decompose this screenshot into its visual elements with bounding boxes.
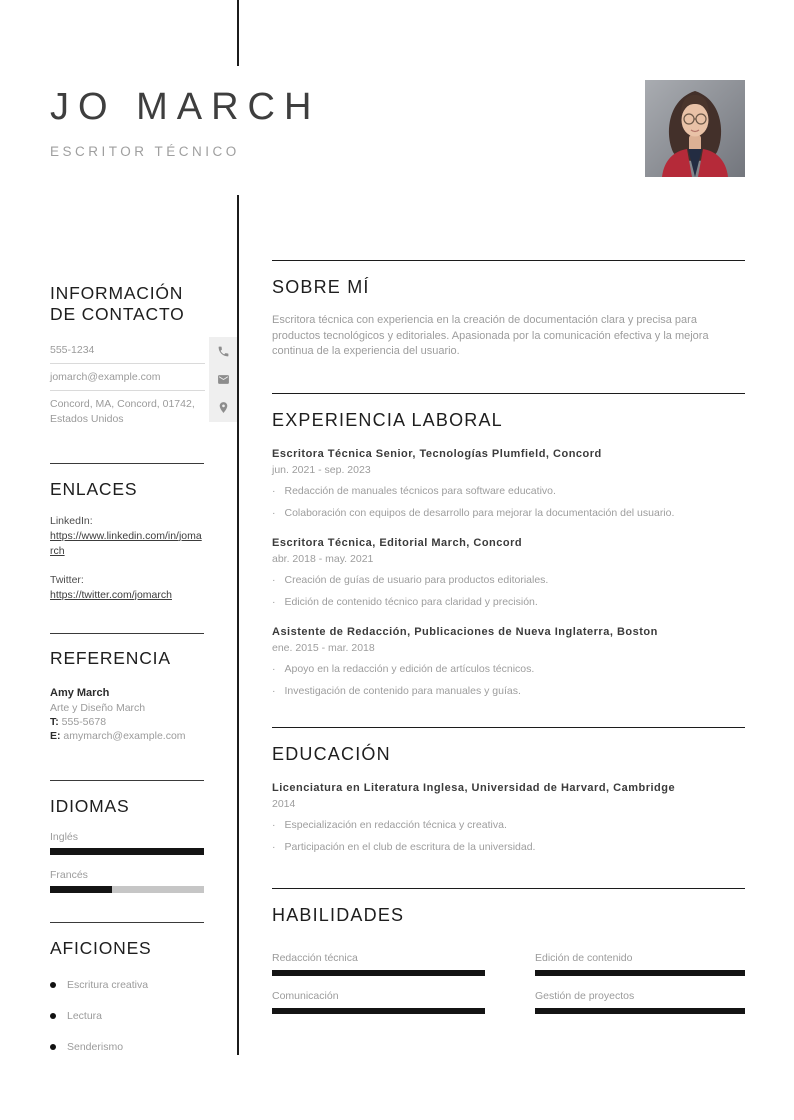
bullet-text: Investigación de contenido para manuales y guías. xyxy=(284,685,521,697)
reference-phone xyxy=(50,716,204,728)
job-entry-dates: abr. 2018 - may. 2021 xyxy=(272,553,374,565)
bullet-text: Apoyo en la redacción y edición de artículos técnicos. xyxy=(284,663,535,675)
job-entry-title: Asistente de Redacción, Publicaciones de Nueva Inglaterra, Boston xyxy=(272,626,658,638)
reference-phone-value: 555-5678 xyxy=(61,715,107,728)
twitter-link[interactable]: https://twitter.com/jomarch xyxy=(50,588,172,601)
reference-email xyxy=(50,730,204,742)
skill-bar-fill xyxy=(535,970,745,976)
job-title-subtitle: ESCRITOR TÉCNICO xyxy=(50,144,240,159)
languages-heading: IDIOMAS xyxy=(50,796,130,816)
twitter-label: Twitter: xyxy=(50,573,84,586)
bullet-icon xyxy=(50,982,56,988)
bullet-text: Colaboración con equipos de desarrollo para mejorar la documentación del usuario. xyxy=(284,507,675,519)
skill-item xyxy=(535,952,745,976)
reference-heading: REFERENCIA xyxy=(50,648,171,668)
list-item xyxy=(272,485,745,498)
bullet-icon: · xyxy=(272,507,276,519)
skills-heading: HABILIDADES xyxy=(272,905,405,925)
reference-email-label: E: xyxy=(50,729,61,742)
skill-name: Redacción técnica xyxy=(272,952,358,964)
skill-bar-track xyxy=(272,970,485,976)
skills-section xyxy=(272,888,745,1014)
reference-name: Amy March xyxy=(50,686,110,699)
contact-heading: INFORMACIÓN DE CONTACTO xyxy=(50,283,185,324)
education-bullets xyxy=(272,819,745,854)
hobbies-section xyxy=(50,922,204,1072)
skill-name: Edición de contenido xyxy=(535,952,633,964)
bullet-text: Participación en el club de escritura de la universidad. xyxy=(284,841,536,853)
bullet-icon: · xyxy=(272,685,276,697)
hobby-label: Senderismo xyxy=(67,1040,124,1053)
hobby-label: Lectura xyxy=(67,1009,103,1022)
skill-name: Comunicación xyxy=(272,990,339,1002)
list-item xyxy=(272,663,745,676)
bullet-icon: · xyxy=(272,596,276,608)
languages-section xyxy=(50,780,204,893)
skill-bar-fill xyxy=(272,1008,485,1014)
skills-grid xyxy=(272,952,745,1014)
skill-bar-track xyxy=(272,1008,485,1014)
hobbies-heading: AFICIONES xyxy=(50,938,152,958)
language-item xyxy=(50,831,204,855)
contact-icon-strip xyxy=(209,337,237,422)
list-item xyxy=(272,574,745,587)
language-name: Inglés xyxy=(50,830,79,843)
education-section xyxy=(272,727,745,863)
experience-section xyxy=(272,393,745,707)
bullet-icon: · xyxy=(272,485,276,497)
bullet-icon xyxy=(50,1013,56,1019)
education-heading: EDUCACIÓN xyxy=(272,744,391,764)
bullet-text: Edición de contenido técnico para claridad y precisión. xyxy=(284,596,538,608)
job-entry-dates: jun. 2021 - sep. 2023 xyxy=(272,464,371,476)
language-bar-fill xyxy=(50,848,204,855)
list-item xyxy=(272,685,745,698)
hobbies-list xyxy=(50,979,204,1053)
bullet-icon: · xyxy=(272,841,276,853)
job-entry xyxy=(272,626,745,698)
language-bar-track xyxy=(50,848,204,855)
divider-vertical-main xyxy=(237,195,239,1055)
bullet-text: Creación de guías de usuario para productos editoriales. xyxy=(284,574,549,586)
reference-email-value: amymarch@example.com xyxy=(63,729,186,742)
job-entry xyxy=(272,448,745,520)
education-degree: Licenciatura en Literatura Inglesa, Universidad de Harvard, Cambridge xyxy=(272,782,676,794)
experience-heading: EXPERIENCIA LABORAL xyxy=(272,410,503,430)
contact-address: Concord, MA, Concord, 01742, Estados Unidos xyxy=(50,398,195,425)
skill-bar-fill xyxy=(272,970,485,976)
job-entry-title: Escritora Técnica, Editorial March, Concord xyxy=(272,537,523,549)
linkedin-link[interactable]: https://www.linkedin.com/in/jomarch xyxy=(50,529,202,557)
skill-item xyxy=(272,952,485,976)
divider-vertical-top xyxy=(237,0,239,66)
list-item xyxy=(50,979,204,991)
contact-email: jomarch@example.com xyxy=(50,364,205,391)
about-heading: SOBRE MÍ xyxy=(272,277,370,297)
job-entry-dates: ene. 2015 - mar. 2018 xyxy=(272,642,375,654)
job-bullets xyxy=(272,485,745,520)
location-icon xyxy=(209,393,237,421)
bullet-icon xyxy=(50,1044,56,1050)
language-bar-fill xyxy=(50,886,112,893)
job-bullets xyxy=(272,574,745,609)
bullet-icon: · xyxy=(272,819,276,831)
list-item xyxy=(272,819,745,832)
about-text: Escritora técnica con experiencia en la creación de documentación clara y precisa para productos tecnológicos y editoriales. Apasionada por la comunicación efectiva y la mejora continua de la experiencia del usuario. xyxy=(272,314,709,357)
phone-icon xyxy=(209,337,237,365)
contact-phone: 555-1234 xyxy=(50,337,205,364)
links-heading: ENLACES xyxy=(50,479,138,499)
reference-company: Arte y Diseño March xyxy=(50,701,146,714)
profile-photo xyxy=(645,80,745,177)
list-item xyxy=(272,507,745,520)
education-entry xyxy=(272,782,745,854)
bullet-icon: · xyxy=(272,663,276,675)
hobby-label: Escritura creativa xyxy=(67,978,149,991)
language-bar-track xyxy=(50,886,204,893)
job-entry xyxy=(272,537,745,609)
reference-section xyxy=(50,633,204,742)
list-item xyxy=(272,841,745,854)
about-section xyxy=(272,260,745,360)
skill-bar-track xyxy=(535,1008,745,1014)
job-entry-title: Escritora Técnica Senior, Tecnologías Plumfield, Concord xyxy=(272,448,602,460)
page-title: JO MARCH xyxy=(50,86,321,128)
list-item xyxy=(50,1041,204,1053)
mail-icon xyxy=(209,365,237,393)
education-dates: 2014 xyxy=(272,798,296,810)
skill-item xyxy=(272,990,485,1014)
list-item xyxy=(50,1010,204,1022)
bullet-icon: · xyxy=(272,574,276,586)
contact-list xyxy=(50,337,205,431)
language-item xyxy=(50,869,204,893)
links-section xyxy=(50,463,204,603)
job-bullets xyxy=(272,663,745,698)
bullet-text: Redacción de manuales técnicos para software educativo. xyxy=(284,485,556,497)
bullet-text: Especialización en redacción técnica y creativa. xyxy=(284,819,507,831)
skill-item xyxy=(535,990,745,1014)
reference-phone-label: T: xyxy=(50,715,59,728)
skill-bar-track xyxy=(535,970,745,976)
language-name: Francés xyxy=(50,868,88,881)
skill-name: Gestión de proyectos xyxy=(535,990,635,1002)
list-item xyxy=(272,596,745,609)
linkedin-label: LinkedIn: xyxy=(50,514,93,527)
skill-bar-fill xyxy=(535,1008,745,1014)
